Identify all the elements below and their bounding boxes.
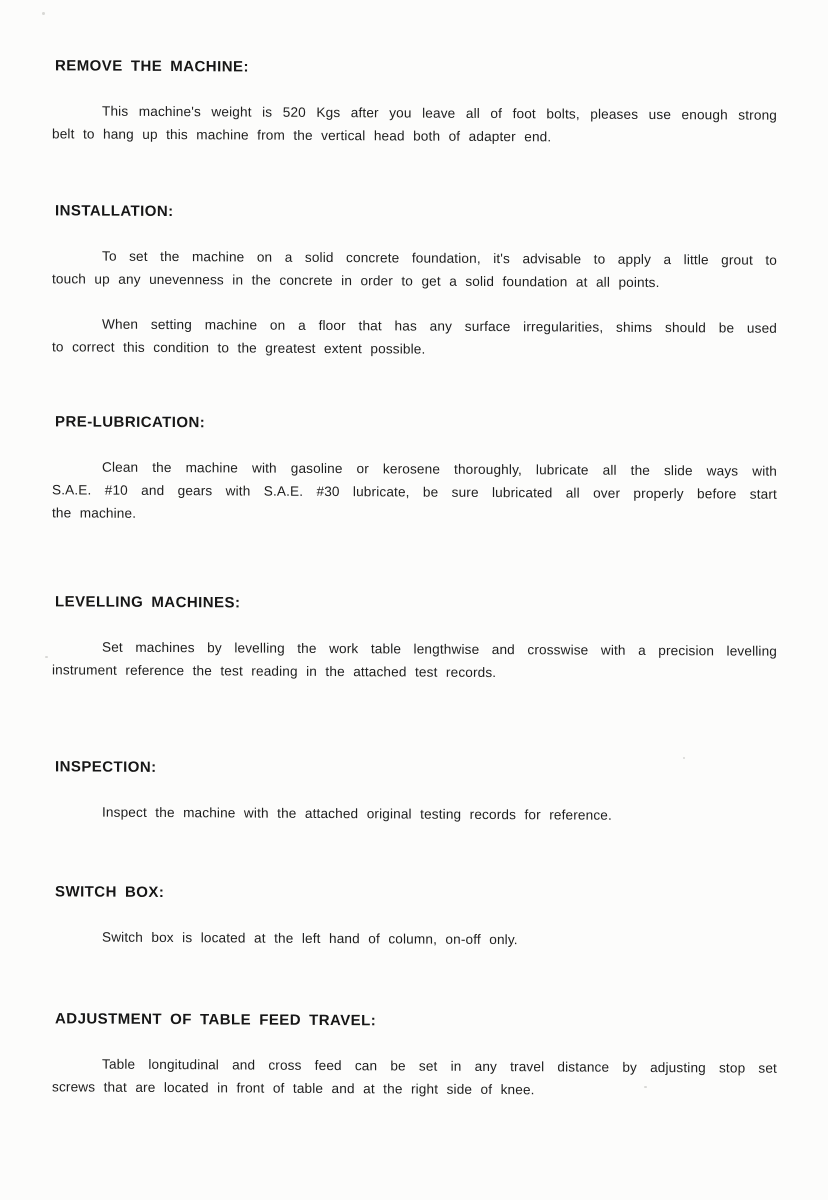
- text-line: instrument reference the test reading in the attached test records.: [52, 662, 497, 681]
- section-heading: INSPECTION:: [55, 758, 157, 776]
- paragraph: [52, 244, 777, 294]
- text-line: Switch box is located at the left hand of column, on-off only.: [102, 929, 518, 948]
- section-switch-box: [52, 880, 777, 952]
- text-line: Clean the machine with gasoline or kerosene thoroughly, lubricate all the slide ways with: [102, 459, 777, 479]
- section-heading: LEVELLING MACHINES:: [55, 593, 241, 612]
- paragraph: [52, 925, 777, 952]
- scan-speck: [45, 656, 48, 658]
- paragraph: [52, 312, 777, 362]
- paragraph: [52, 635, 777, 685]
- section-heading: SWITCH BOX:: [55, 883, 165, 902]
- paragraph: [52, 1052, 777, 1102]
- text-line: Set machines by levelling the work table lengthwise and crosswise with a precision levelling: [102, 639, 777, 659]
- text-line: This machine's weight is 520 Kgs after you leave all of foot bolts, pleases use enough strong: [102, 103, 777, 123]
- section-pre-lubrication: [52, 410, 777, 528]
- section-adjustment-of-table-feed-travel: [52, 1007, 777, 1102]
- section-inspection: [52, 755, 777, 827]
- text-line: S.A.E. #10 and gears with S.A.E. #30 lubricate, be sure lubricated all over properly before start: [52, 482, 777, 502]
- text-line: to correct this condition to the greatest extent possible.: [52, 339, 426, 357]
- paragraph: [52, 455, 777, 528]
- text-line: belt to hang up this machine from the vertical head both of adapter end.: [52, 126, 552, 145]
- section-levelling-machines: [52, 590, 777, 685]
- section-heading: PRE-LUBRICATION:: [55, 413, 206, 432]
- text-line: the machine.: [52, 505, 137, 521]
- text-line: screws that are located in front of table and at the right side of knee.: [52, 1079, 535, 1098]
- paragraph: [52, 800, 777, 827]
- section-heading: REMOVE THE MACHINE:: [55, 57, 249, 76]
- section-installation: [52, 199, 777, 362]
- section-heading: ADJUSTMENT OF TABLE FEED TRAVEL:: [55, 1010, 377, 1030]
- text-line: Inspect the machine with the attached original testing records for reference.: [102, 804, 612, 823]
- scan-speck: [683, 757, 685, 759]
- section-heading: INSTALLATION:: [55, 202, 174, 221]
- section-remove-the-machine: [52, 54, 777, 149]
- text-line: Table longitudinal and cross feed can be set in any travel distance by adjusting stop set: [102, 1056, 777, 1076]
- text-line: When setting machine on a floor that has any surface irregularities, shims should be used: [102, 316, 777, 336]
- paragraph: [52, 99, 777, 149]
- text-line: touch up any unevenness in the concrete in order to get a solid foundation at all points.: [52, 271, 660, 291]
- scan-speck: [644, 1086, 647, 1088]
- text-line: To set the machine on a solid concrete foundation, it's advisable to apply a little grout to: [102, 248, 777, 268]
- scan-speck: [42, 12, 45, 15]
